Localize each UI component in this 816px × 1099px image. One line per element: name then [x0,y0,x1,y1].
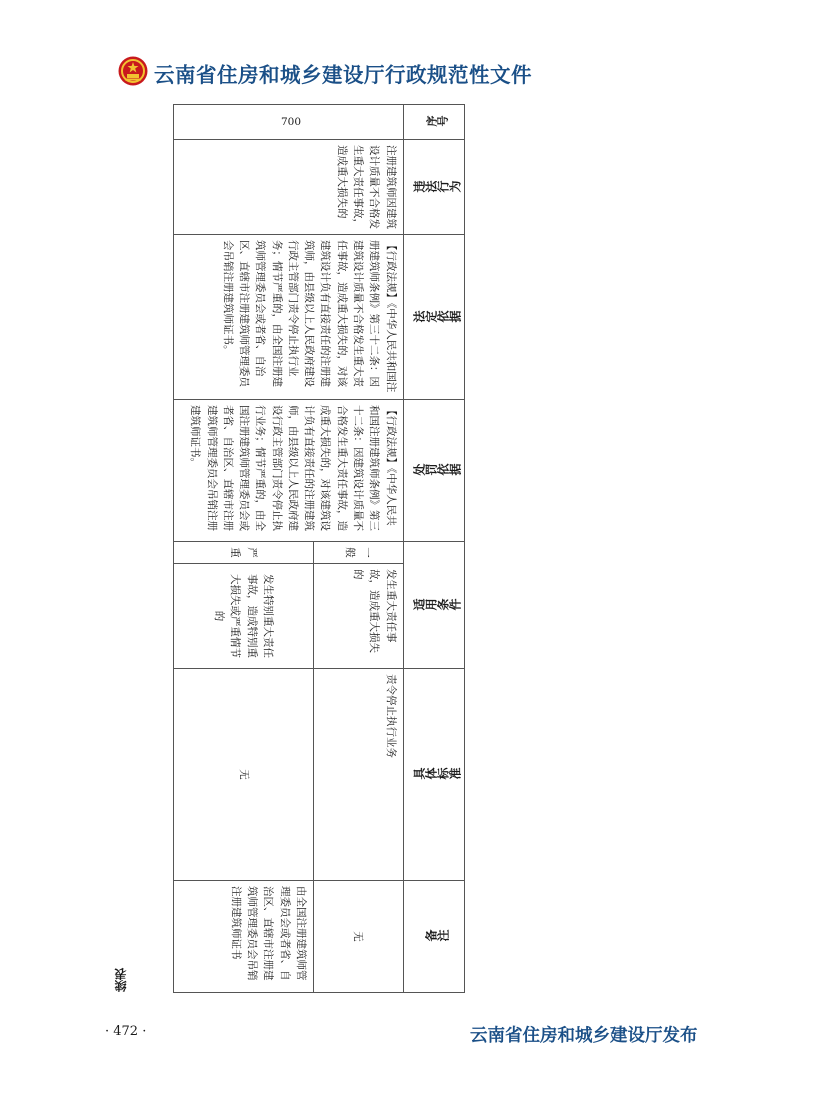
table-row [314,105,404,993]
header-penalty-basis: 处罚依据 [403,400,464,542]
tier-level-serious: 严重 [174,542,314,564]
tier-remark-serious: 由全国注册建筑师管理委员会或者省、自治区、直辖市注册建筑师管理委员会吊销注册建筑师证书 [174,881,314,993]
header-standards: 具体标准 [403,669,464,881]
tier-condition-serious: 发生特别重大责任事故，造成特别重大损失或严重情节的 [174,564,314,669]
publisher-footer: 云南省住房和城乡建设厅发布 [470,1026,698,1046]
tier-remark-general: 无 [314,881,404,993]
tier-standard-serious: 无 [174,669,314,881]
header-remarks: 备注 [403,881,464,993]
tier-condition-general: 发生重大责任事故，造成重大损失的 [314,564,404,669]
table-header-row [403,105,464,993]
row-legal-basis: 【行政法规】《中华人民共和国注册建筑师条例》第三十二条：因建筑设计质量不合格发生重大责任事故，造成重大损失的，对该建筑设计负有直接责任的注册建筑师，由县级以上人民政府建设行政主管部门责令停止执行业务；情节严重的，由全国注册建筑师管理委员会或者省、自治区、直辖市注册建筑师管理委员会吊销注册建筑师证书。 [174,235,404,400]
tier-level-general: 一般 [314,542,404,564]
header-legal-basis: 法定依据 [403,235,464,400]
row-penalty-basis: 【行政法规】《中华人民共和国注册建筑师条例》第三十二条：因建筑设计质量不合格发生重大责任事故，造成重大损失的，对该建筑设计负有直接责任的注册建筑师，由县级以上人民政府建设行政主管部门责令停止执行业务；情节严重的，由全国注册建筑师管理委员会或者省、自治区、直辖市注册建筑师管理委员会吊销注册建筑师证书。 [174,400,404,542]
continued-label: 续表 [114,968,128,992]
rotated-table-block [173,104,465,992]
page-number: · 472 · [105,1024,147,1039]
header-seq: 序号 [403,105,464,140]
page-header-title: 云南省住房和城乡建设厅行政规范性文件 [154,63,532,87]
header-violation: 违法行为 [403,140,464,235]
row-seq: 700 [174,105,404,140]
national-emblem-icon [118,56,148,86]
penalty-standards-table [173,104,465,993]
row-violation: 注册建筑师因建筑设计质量不合格发生重大责任事故，造成重大损失的 [174,140,404,235]
tier-standard-general: 责令停止执行业务 [314,669,404,881]
header-conditions: 适用条件 [403,542,464,669]
